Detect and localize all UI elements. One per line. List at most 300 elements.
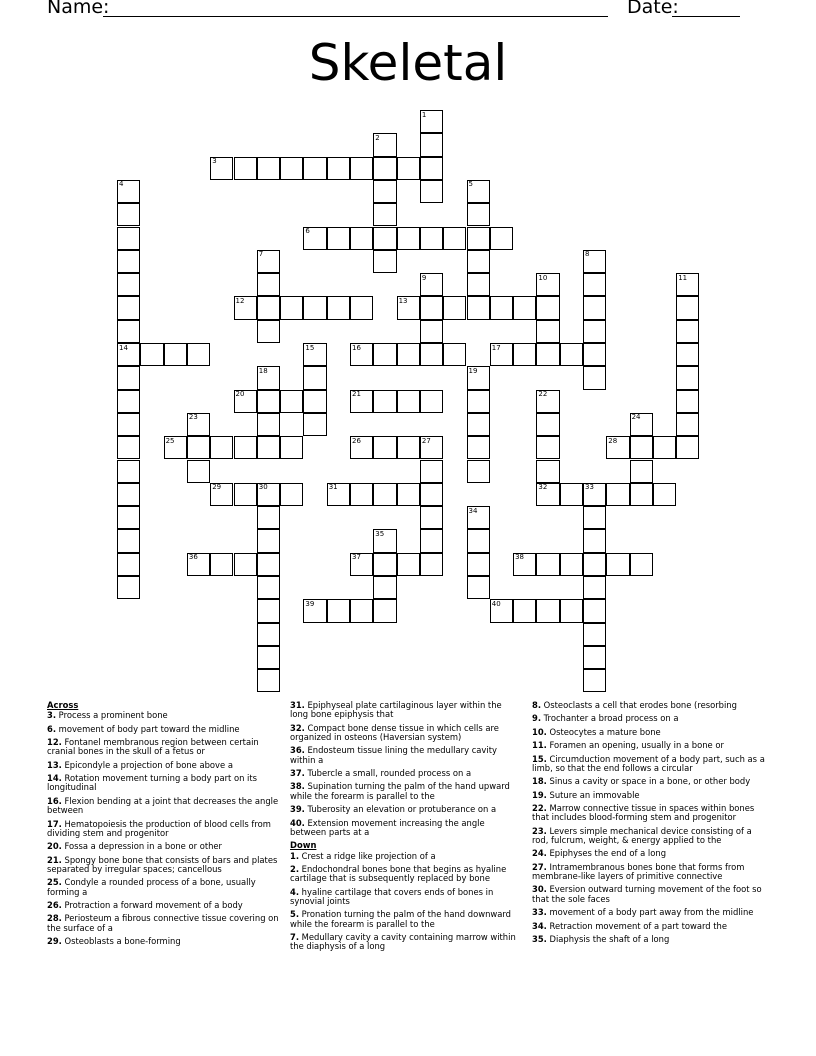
clue-number: 29 [212,483,222,492]
grid-cell[interactable] [327,157,350,180]
clue-item [290,910,522,929]
clue-item [47,878,279,897]
clue-item-number: 37. [290,768,305,779]
grid-cell[interactable] [467,529,490,552]
clue-item-text: Endochondral bones bone that begins as hyaline cartilage that is subsequently replaced by bone [290,863,507,884]
grid-cell[interactable] [257,529,280,552]
grid-cell[interactable] [420,157,443,180]
clue-number: 16 [352,343,361,352]
grid-cell[interactable] [467,436,490,459]
clue-item-number: 38. [290,781,305,792]
clue-number: 4 [119,180,124,189]
clue-item-text: Osteocytes a mature bone [546,726,661,737]
grid-cell[interactable] [583,529,606,552]
grid-cell[interactable] [257,669,280,692]
clue-number: 22 [538,390,548,399]
clue-item-text: Trochanter a broad process on a [541,713,679,724]
grid-cell[interactable] [420,460,443,483]
grid-cell[interactable] [676,343,699,366]
clue-item-number: 1. [290,850,300,861]
grid-cell[interactable] [467,296,490,319]
grid-cell[interactable] [257,599,280,622]
grid-cell[interactable] [303,413,326,436]
grid-cell[interactable] [117,506,140,529]
clue-number: 9 [421,273,427,282]
grid-cell[interactable] [280,157,303,180]
clue-item-number: 40. [290,817,305,828]
grid-cell[interactable] [606,553,629,576]
grid-cell[interactable] [583,296,606,319]
clue-item [290,805,522,814]
clue-item [532,935,768,944]
puzzle-title: Skeletal [308,34,508,92]
grid-cell[interactable] [234,553,257,576]
clue-item [47,842,279,851]
clue-item [290,819,522,838]
clues-column-1 [47,701,279,950]
grid-cell[interactable] [117,250,140,273]
grid-cell[interactable] [397,227,420,250]
grid-cell[interactable] [350,157,373,180]
grid-cell[interactable] [257,576,280,599]
grid-cell[interactable] [350,483,373,506]
clue-item-text: movement of a body part away from the midline [546,907,754,918]
grid-cell[interactable] [583,366,606,389]
clue-item-text: Foramen an opening, usually in a bone or [546,740,724,751]
grid-cell[interactable] [583,576,606,599]
clue-item-text: Crest a ridge like projection of a [299,850,436,861]
grid-cell[interactable] [467,203,490,226]
grid-cell[interactable] [397,436,420,459]
grid-cell[interactable] [653,436,676,459]
grid-cell[interactable] [234,436,257,459]
date-label: Date: [627,0,679,18]
grid-cell[interactable] [420,296,443,319]
clue-item [532,908,768,917]
clue-item-number: 2. [290,863,300,874]
clue-item-text: Osteoclasts a cell that erodes bone (resorbing [541,700,737,710]
clue-number: 3 [212,157,217,166]
grid-cell[interactable] [676,413,699,436]
grid-cell[interactable] [467,576,490,599]
clue-item-text: hyaline cartilage that covers ends of bones in synovial joints [290,886,494,906]
clue-item-number: 14. [47,773,62,784]
clue-item [290,701,522,720]
grid-cell[interactable] [676,436,699,459]
grid-cell[interactable] [117,296,140,319]
down-heading: Down [290,840,317,851]
grid-cell[interactable] [257,390,280,413]
grid-cell[interactable] [117,227,140,250]
clue-item-number: 24. [532,848,547,859]
grid-cell[interactable] [350,599,373,622]
grid-cell[interactable] [210,553,233,576]
grid-cell[interactable] [536,343,559,366]
grid-cell[interactable] [373,250,396,273]
grid-cell[interactable] [443,343,466,366]
grid-cell[interactable] [443,227,466,250]
clue-item [290,782,522,801]
grid-cell[interactable] [373,553,396,576]
across-clue-list [47,711,279,946]
grid-cell[interactable] [420,343,443,366]
clue-number: 39 [305,599,315,608]
clue-item [290,769,522,778]
clue-number: 34 [468,506,478,515]
clue-number: 24 [631,413,641,422]
grid-cell[interactable] [303,296,326,319]
grid-cell[interactable] [234,157,257,180]
grid-cell[interactable] [327,599,350,622]
clue-number: 7 [258,250,264,259]
grid-cell[interactable] [676,296,699,319]
grid-cell[interactable] [676,366,699,389]
grid-cell[interactable] [327,296,350,319]
clue-number: 20 [235,390,245,399]
clue-item-text: Epiphyseal plate cartilaginous layer within the long bone epiphysis that [290,700,502,720]
grid-cell[interactable] [257,413,280,436]
clue-item-number: 5. [290,909,300,920]
clue-item-number: 21. [47,854,62,865]
clue-number: 26 [352,436,361,445]
clue-item-text: Epiphyses the end of a long [546,848,667,859]
clue-item-text: Fossa a depression in a bone or other [61,841,223,852]
grid-cell[interactable] [536,460,559,483]
grid-cell[interactable] [164,343,187,366]
clue-item-number: 15. [532,753,547,764]
clue-item-number: 27. [532,861,547,872]
grid-cell[interactable] [350,296,373,319]
clue-item-text: Circumduction movement of a body part, such as a limb, so that the end follows a circular [532,753,765,773]
clue-number: 17 [491,343,501,352]
name-label: Name: [47,0,110,18]
clue-item [47,901,279,910]
grid-cell[interactable] [560,343,583,366]
clue-item-text: Flexion bending at a joint that decreases the angle between [47,795,279,816]
grid-cell[interactable] [443,296,466,319]
grid-cell[interactable] [117,320,140,343]
clue-item [290,724,522,743]
grid-cell[interactable] [420,553,443,576]
clue-number: 21 [352,390,361,399]
clue-item-number: 39. [290,804,305,815]
clue-item-number: 22. [532,803,547,814]
clue-number: 14 [119,343,128,352]
clue-item [532,755,768,774]
grid-cell[interactable] [630,460,653,483]
clue-item [290,865,522,884]
grid-cell[interactable] [630,553,653,576]
grid-cell[interactable] [303,157,326,180]
clue-number: 19 [468,366,478,375]
grid-cell[interactable] [373,483,396,506]
clue-item [290,933,522,952]
grid-cell[interactable] [257,157,280,180]
clue-item-text: Levers simple mechanical device consisting of a rod, fulcrum, weight, & energy applied to the [532,825,752,846]
grid-cell[interactable] [420,227,443,250]
clue-item [532,728,768,737]
clues-column-3 [532,701,768,948]
grid-cell[interactable] [536,436,559,459]
grid-cell[interactable] [210,436,233,459]
clue-item-text: Medullary cavity a cavity containing marrow within the diaphysis of a long [290,931,516,952]
clue-item-text: Condyle a rounded process of a bone, usually forming a [47,877,256,897]
grid-cell[interactable] [606,483,629,506]
grid-cell[interactable] [373,227,396,250]
clue-item-text: Suture an immovable [546,789,640,800]
grid-cell[interactable] [583,669,606,692]
grid-cell[interactable] [676,390,699,413]
grid-cell[interactable] [280,483,303,506]
grid-cell[interactable] [187,460,210,483]
clue-item [47,820,279,839]
clue-item-number: 31. [290,700,305,710]
grid-cell[interactable] [536,320,559,343]
clue-number: 2 [375,133,380,142]
grid-cell[interactable] [280,296,303,319]
clue-item [47,937,279,946]
grid-cell[interactable] [117,553,140,576]
clue-item-number: 20. [47,841,62,852]
clues-column-2 [290,701,522,956]
clue-item-text: Pronation turning the palm of the hand downward while the forearm is parallel to the [290,909,511,929]
grid-cell[interactable] [420,390,443,413]
clue-number: 15 [305,343,315,352]
clue-number: 40 [491,599,501,608]
grid-cell[interactable] [257,623,280,646]
clue-item-text: Rotation movement turning a body part on its longitudinal [47,773,258,793]
grid-cell[interactable] [373,599,396,622]
grid-cell[interactable] [257,320,280,343]
grid-cell[interactable] [490,227,513,250]
grid-cell[interactable] [583,273,606,296]
clue-item-text: Marrow connective tissue in spaces within bones that includes blood-forming stem and progenitor [532,803,755,823]
clue-item-number: 30. [532,884,547,895]
grid-cell[interactable] [397,553,420,576]
clue-item-number: 10. [532,726,547,737]
clue-item [532,849,768,858]
grid-cell[interactable] [373,343,396,366]
clue-item [47,856,279,875]
grid-cell[interactable] [536,413,559,436]
clue-item-text: Eversion outward turning movement of the foot so that the sole faces [532,884,762,904]
grid-cell[interactable] [117,366,140,389]
clue-item [47,797,279,816]
grid-cell[interactable] [513,343,536,366]
clue-item-number: 19. [532,789,547,800]
clue-item [532,885,768,904]
grid-cell[interactable] [117,529,140,552]
clue-item-text: Retraction movement of a part toward the [546,920,727,931]
grid-cell[interactable] [420,133,443,156]
grid-cell[interactable] [397,157,420,180]
grid-cell[interactable] [583,623,606,646]
grid-cell[interactable] [536,599,559,622]
clue-number: 12 [235,296,245,305]
grid-cell[interactable] [583,506,606,529]
grid-cell[interactable] [117,460,140,483]
clue-item-number: 32. [290,722,305,733]
clue-number: 8 [585,250,590,259]
grid-cell[interactable] [420,506,443,529]
grid-cell[interactable] [257,646,280,669]
grid-cell[interactable] [490,296,513,319]
clue-number: 18 [258,366,268,375]
grid-cell[interactable] [583,320,606,343]
clue-item-text: Protraction a forward movement of a body [61,899,243,910]
grid-cell[interactable] [420,483,443,506]
grid-cell[interactable] [373,180,396,203]
grid-cell[interactable] [513,296,536,319]
clue-item [532,922,768,931]
grid-cell[interactable] [303,390,326,413]
grid-cell[interactable] [467,227,490,250]
across-clue-list-continued [290,701,522,837]
clue-item [532,741,768,750]
clue-item-number: 36. [290,745,305,756]
clue-item [47,725,279,734]
grid-cell[interactable] [117,203,140,226]
clue-item-text: Process a prominent bone [56,710,168,721]
grid-cell[interactable] [350,227,373,250]
grid-cell[interactable] [560,553,583,576]
grid-cell[interactable] [303,366,326,389]
grid-cell[interactable] [140,343,163,366]
clue-item-number: 7. [290,931,300,942]
clue-item-number: 16. [47,795,62,806]
down-clue-list [290,852,522,952]
grid-cell[interactable] [117,436,140,459]
clue-item [290,888,522,907]
clue-number: 11 [678,273,688,282]
grid-cell[interactable] [536,553,559,576]
grid-cell[interactable] [327,227,350,250]
clue-number: 38 [515,553,525,562]
grid-cell[interactable] [117,273,140,296]
grid-cell[interactable] [536,296,559,319]
clue-item-number: 26. [47,899,62,910]
grid-cell[interactable] [117,413,140,436]
grid-cell[interactable] [117,390,140,413]
clue-item-number: 4. [290,886,300,897]
grid-cell[interactable] [467,413,490,436]
clue-item [532,827,768,846]
clue-item-text: Diaphysis the shaft of a long [546,933,670,944]
clue-number: 23 [188,413,198,422]
clue-item-number: 25. [47,877,62,888]
grid-cell[interactable] [257,506,280,529]
clue-item [532,791,768,800]
grid-cell[interactable] [653,483,676,506]
clue-item [47,738,279,757]
clue-item-number: 3. [47,710,57,721]
grid-cell[interactable] [420,180,443,203]
clue-item-text: Sinus a cavity or space in a bone, or other body [546,776,751,787]
clue-item-text: Supination turning the palm of the hand upward while the forearm is parallel to the [290,781,510,801]
clue-item-text: Periosteum a fibrous connective tissue covering on the surface of a [47,913,279,933]
clue-item-number: 12. [47,737,62,748]
clue-item-text: movement of body part toward the midline [56,723,240,734]
clue-item-number: 33. [532,907,547,918]
grid-cell[interactable] [117,576,140,599]
clue-item-text: Tubercle a small, rounded process on a [304,768,472,779]
grid-cell[interactable] [257,273,280,296]
grid-cell[interactable] [373,157,396,180]
clue-number: 36 [188,553,198,562]
grid-cell[interactable] [397,343,420,366]
clue-item-number: 35. [532,933,547,944]
clue-item [47,761,279,770]
clue-item-number: 9. [532,713,542,724]
grid-cell[interactable] [257,553,280,576]
clue-item-text: Compact bone dense tissue in which cells are organized in osteons (Haversian system) [290,722,499,742]
grid-cell[interactable] [397,483,420,506]
clue-item [47,914,279,933]
grid-cell[interactable] [467,250,490,273]
grid-cell[interactable] [397,390,420,413]
clue-item-number: 18. [532,776,547,787]
clue-item [532,777,768,786]
clue-item-text: Fontanel membranous region between certain cranial bones in the skull of a fetus or [47,737,259,757]
grid-cell[interactable] [467,553,490,576]
clue-item [47,774,279,793]
grid-cell[interactable] [117,483,140,506]
grid-cell[interactable] [630,436,653,459]
clue-item-number: 6. [47,723,57,734]
grid-cell[interactable] [420,529,443,552]
clue-number: 31 [328,483,338,492]
clue-item-number: 29. [47,936,62,947]
grid-cell[interactable] [513,599,536,622]
clue-item [47,711,279,720]
clue-number: 30 [258,483,268,492]
grid-cell[interactable] [280,390,303,413]
grid-cell[interactable] [583,553,606,576]
grid-cell[interactable] [187,436,210,459]
clue-item-text: Spongy bone bone that consists of bars and plates separated by irregular spaces; cancellous [47,854,278,874]
grid-cell[interactable] [583,646,606,669]
clue-item-number: 34. [532,920,547,931]
grid-cell[interactable] [467,273,490,296]
grid-cell[interactable] [467,460,490,483]
grid-cell[interactable] [187,343,210,366]
grid-cell[interactable] [676,320,699,343]
grid-cell[interactable] [373,576,396,599]
clue-item [532,701,768,710]
clue-item-number: 13. [47,759,62,770]
grid-cell[interactable] [420,320,443,343]
grid-cell[interactable] [373,436,396,459]
grid-cell[interactable] [560,483,583,506]
grid-cell[interactable] [630,483,653,506]
grid-cell[interactable] [583,599,606,622]
grid-cell[interactable] [560,599,583,622]
grid-cell[interactable] [467,390,490,413]
grid-cell[interactable] [234,483,257,506]
grid-cell[interactable] [257,436,280,459]
clue-item-text: Intramembranous bones bone that forms from membrane-like layers of primitive connective [532,861,745,882]
grid-cell[interactable] [373,390,396,413]
clue-item-text: Epicondyle a projection of bone above a [61,759,233,770]
grid-cell[interactable] [583,343,606,366]
clue-number: 25 [165,436,175,445]
grid-cell[interactable] [257,296,280,319]
clue-number: 35 [375,529,385,538]
grid-cell[interactable] [280,436,303,459]
clue-item-number: 17. [47,818,62,829]
clue-number: 1 [421,110,427,119]
grid-cell[interactable] [373,203,396,226]
